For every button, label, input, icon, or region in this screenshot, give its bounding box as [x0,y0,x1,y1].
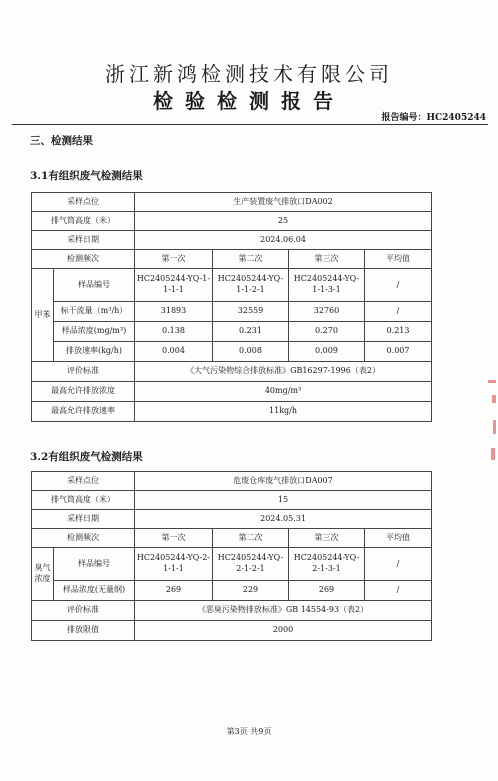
table-row [32,269,432,302]
sample-id: HC2405244-YQ-2-1-3-1 [289,548,365,581]
report-number: 报告编号：HC2405244 [381,113,486,123]
label-sample-id: 样品编号 [54,548,135,581]
label-sample-id: 样品编号 [54,269,135,302]
flow-value: 31893 [135,302,213,322]
label-concentration: 样品浓度(mg/m³) [54,322,135,342]
label-flow: 标干流量（m³/h） [54,302,135,322]
stack-height: 15 [135,491,432,510]
col-average: 平均值 [365,529,432,548]
label-emission-rate: 排放速率(kg/h) [54,342,135,362]
table-row [32,529,432,548]
table-row [32,362,432,382]
table-row [32,510,432,529]
col-average: 平均值 [365,250,432,269]
flow-average: / [365,302,432,322]
label-max-rate: 最高允许排放速率 [32,402,135,422]
table-row [32,472,432,491]
table-row [32,193,432,212]
emission-rate-value: 0.008 [213,342,289,362]
label-frequency: 检测频次 [32,529,135,548]
max-concentration: 40mg/m³ [135,382,432,402]
sample-id: HC2405244-YQ-1-1-1-1 [135,269,213,302]
max-rate: 11kg/h [135,402,432,422]
pollutant-name: 臭气浓度 [32,548,54,601]
concentration-average: / [365,581,432,601]
table-row [32,581,432,601]
table-row [32,302,432,322]
table1 [31,192,432,422]
table2-heading: 3.2有组织废气检测结果 [30,451,143,463]
seal-stamp-fragment [488,380,496,383]
table-row [32,621,432,641]
col-first: 第一次 [135,250,213,269]
label-stack-height: 排气筒高度（米） [32,212,135,231]
col-third: 第三次 [289,250,365,269]
section-title: 三、检测结果 [30,135,93,147]
table-row [32,342,432,362]
emission-rate-value: 0.004 [135,342,213,362]
flow-value: 32760 [289,302,365,322]
sample-id: HC2405244-YQ-2-1-1-1 [135,548,213,581]
concentration-value: 229 [213,581,289,601]
col-third: 第三次 [289,529,365,548]
seal-stamp-fragment [491,448,495,460]
label-standard: 评价标准 [32,362,135,382]
evaluation-standard: 《大气污染物综合排放标准》GB16297-1996（表2） [135,362,432,382]
stack-height: 25 [135,212,432,231]
header-divider [12,124,488,125]
page-footer: 第3页 共9页 [226,727,272,736]
label-concentration: 样品浓度(无量纲) [54,581,135,601]
emission-rate-average: 0.007 [365,342,432,362]
sample-id: HC2405244-YQ-1-1-3-1 [289,269,365,302]
label-frequency: 检测频次 [32,250,135,269]
concentration-average: 0.213 [365,322,432,342]
sample-id-average: / [365,269,432,302]
label-max-concentration: 最高允许排放浓度 [32,382,135,402]
sample-id-average: / [365,548,432,581]
sample-id: HC2405244-YQ-2-1-2-1 [213,548,289,581]
table2 [31,471,432,641]
table-row [32,382,432,402]
sampling-point: 生产装置废气排放口DA002 [135,193,432,212]
label-sampling-point: 采样点位 [32,472,135,491]
table-row [32,212,432,231]
sample-id: HC2405244-YQ-1-1-2-1 [213,269,289,302]
label-standard: 评价标准 [32,601,135,621]
concentration-value: 0.231 [213,322,289,342]
emission-limit: 2000 [135,621,432,641]
label-sampling-date: 采样日期 [32,231,135,250]
label-stack-height: 排气筒高度（米） [32,491,135,510]
table-row [32,322,432,342]
table1-heading: 3.1有组织废气检测结果 [30,170,143,182]
label-sampling-date: 采样日期 [32,510,135,529]
table-row [32,601,432,621]
pollutant-name: 甲苯 [32,269,54,362]
concentration-value: 269 [289,581,365,601]
table-row [32,402,432,422]
sampling-point: 危废仓库废气排放口DA007 [135,472,432,491]
report-title: 检验检测报告 [153,89,345,113]
label-sampling-point: 采样点位 [32,193,135,212]
evaluation-standard: 《恶臭污染物排放标准》GB 14554-93（表2） [135,601,432,621]
flow-value: 32559 [213,302,289,322]
company-name: 浙江新鸿检测技术有限公司 [105,62,393,86]
concentration-value: 269 [135,581,213,601]
emission-rate-value: 0.009 [289,342,365,362]
sampling-date: 2024.05.31 [135,510,432,529]
table-row [32,231,432,250]
label-emission-limit: 排放限值 [32,621,135,641]
table-row [32,548,432,581]
col-second: 第二次 [213,529,289,548]
seal-stamp-fragment [492,395,496,403]
concentration-value: 0.138 [135,322,213,342]
col-first: 第一次 [135,529,213,548]
concentration-value: 0.270 [289,322,365,342]
table-row [32,250,432,269]
table-row [32,491,432,510]
sampling-date: 2024.06.04 [135,231,432,250]
col-second: 第二次 [213,250,289,269]
seal-stamp-fragment [493,420,496,434]
